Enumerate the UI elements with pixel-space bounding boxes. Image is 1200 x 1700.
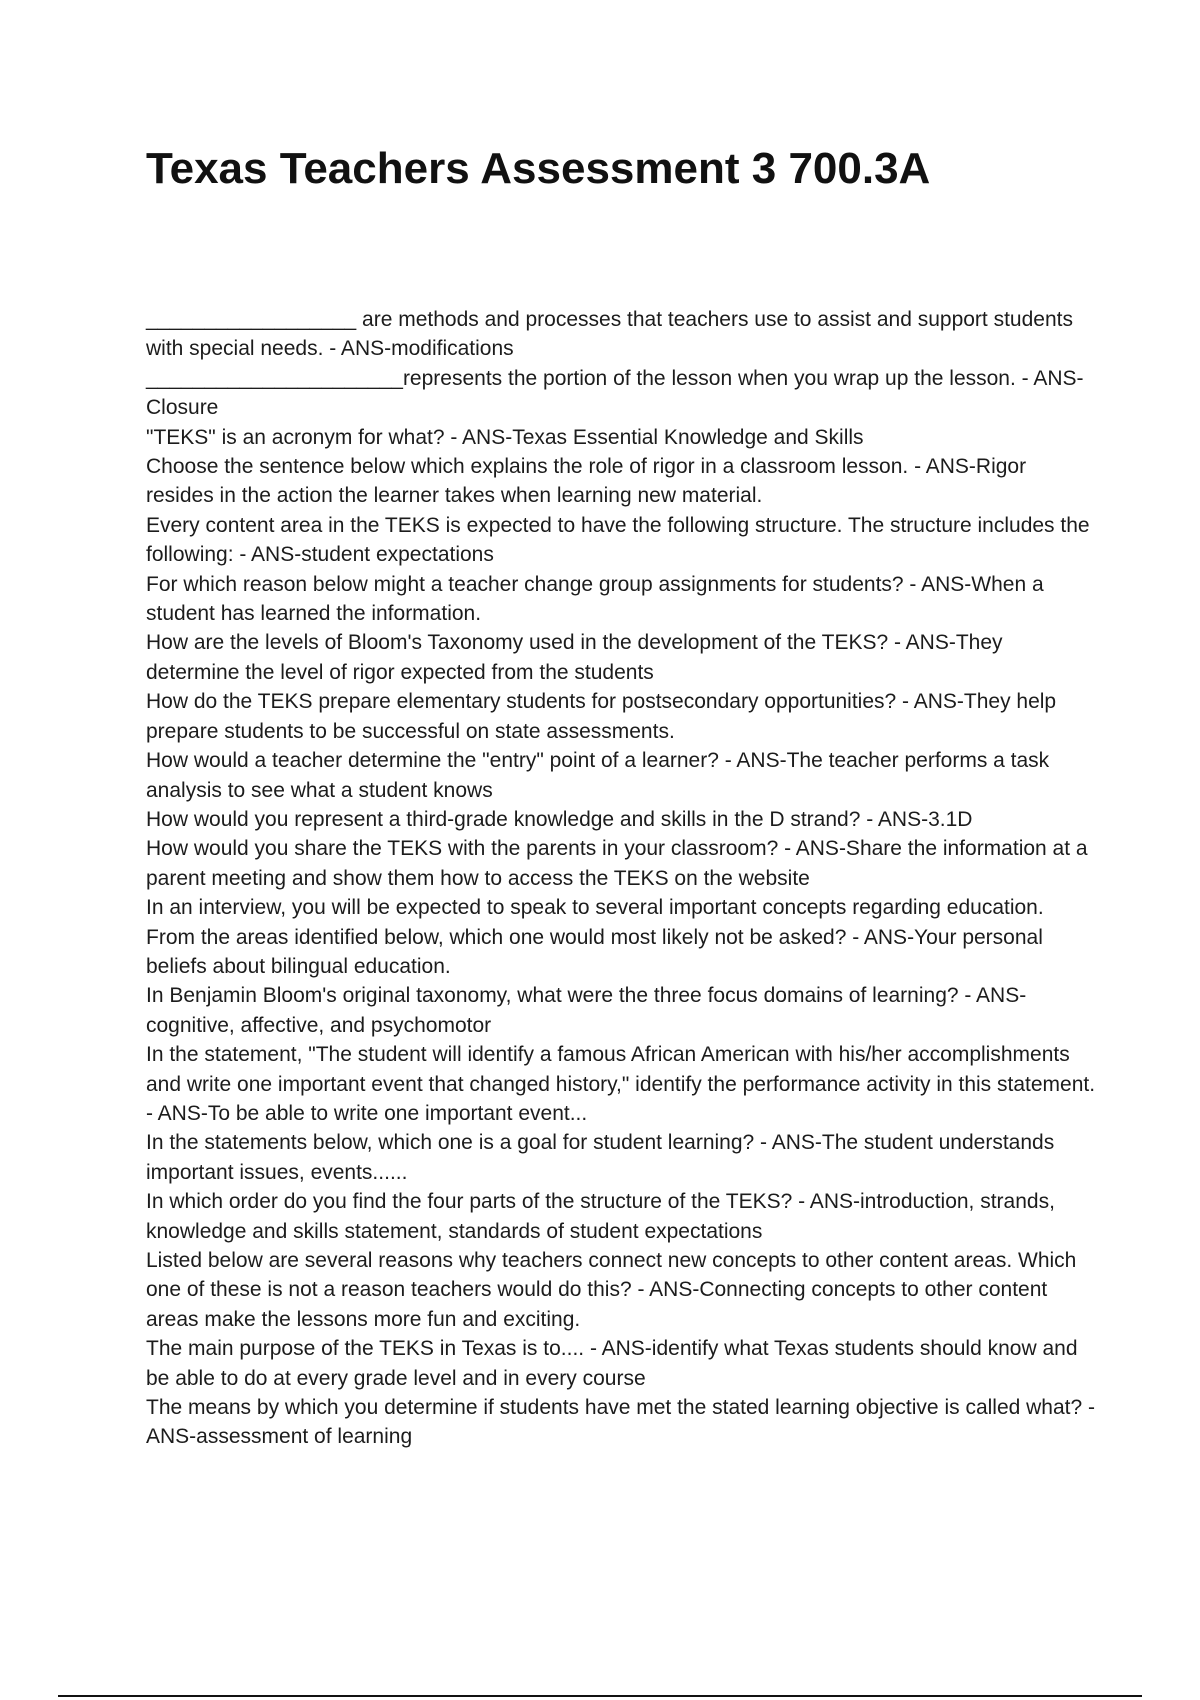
list-item: The means by which you determine if students have met the stated learning objective is called what? - ANS-assessment of learning: [146, 1396, 1096, 1449]
list-item: Every content area in the TEKS is expected to have the following structure. The structure includes the following: - ANS-student expectations: [146, 513, 1090, 567]
list-item: ______________________represents the portion of the lesson when you wrap up the lesson. - ANS-Closure: [146, 366, 1084, 420]
page-title: Texas Teachers Assessment 3 700.3A: [146, 144, 931, 193]
list-item: The main purpose of the TEKS in Texas is to.... - ANS-identify what Texas students should know and be able to do at every grade level and in every course: [146, 1337, 1078, 1390]
list-item: In the statement, "The student will identify a famous African American with his/her accomplishments and write one important event that changed history," identify the performance activity in this statement. - ANS-To be able to write one important event...: [146, 1043, 1096, 1125]
footer-divider: [58, 1695, 1142, 1697]
question-answer-list: [146, 305, 1096, 1452]
list-item: How do the TEKS prepare elementary students for postsecondary opportunities? - ANS-They help prepare students to be successful on state assessments.: [146, 690, 1057, 743]
list-item: How would you represent a third-grade knowledge and skills in the D strand? - ANS-3.1D: [146, 807, 973, 831]
list-item: How are the levels of Bloom's Taxonomy used in the development of the TEKS? - ANS-They determine the level of rigor expected from the students: [146, 631, 1003, 684]
list-item: In Benjamin Bloom's original taxonomy, what were the three focus domains of learning? - ANS-cognitive, affective, and psychomotor: [146, 984, 1027, 1037]
list-item: Listed below are several reasons why teachers connect new concepts to other content areas. Which one of these is not a reason teachers would do this? - ANS-Connecting concepts to other content areas make the lessons more fun and exciting.: [146, 1249, 1077, 1331]
list-item: For which reason below might a teacher change group assignments for students? - ANS-When a student has learned the information.: [146, 572, 1044, 626]
list-item: __________________ are methods and processes that teachers use to assist and support students with special needs. - ANS-modifications: [146, 308, 1073, 361]
list-item: How would you share the TEKS with the parents in your classroom? - ANS-Share the information at a parent meeting and show them how to access the TEKS on the website: [146, 837, 1088, 890]
list-item: "TEKS" is an acronym for what? - ANS-Texas Essential Knowledge and Skills: [146, 425, 864, 449]
list-item: In which order do you find the four parts of the structure of the TEKS? - ANS-introduction, strands, knowledge and skills statement, standards of student expectations: [146, 1190, 1055, 1243]
list-item: How would a teacher determine the "entry" point of a learner? - ANS-The teacher performs a task analysis to see what a student knows: [146, 749, 1050, 802]
list-item: In the statements below, which one is a goal for student learning? - ANS-The student understands important issues, events......: [146, 1131, 1055, 1184]
list-item: Choose the sentence below which explains the role of rigor in a classroom lesson. - ANS-Rigor resides in the action the learner takes when learning new material.: [146, 455, 1027, 508]
list-item: In an interview, you will be expected to speak to several important concepts regarding education. From the areas identified below, which one would most likely not be asked? - ANS-Your personal beliefs about bilingual education.: [146, 896, 1044, 978]
